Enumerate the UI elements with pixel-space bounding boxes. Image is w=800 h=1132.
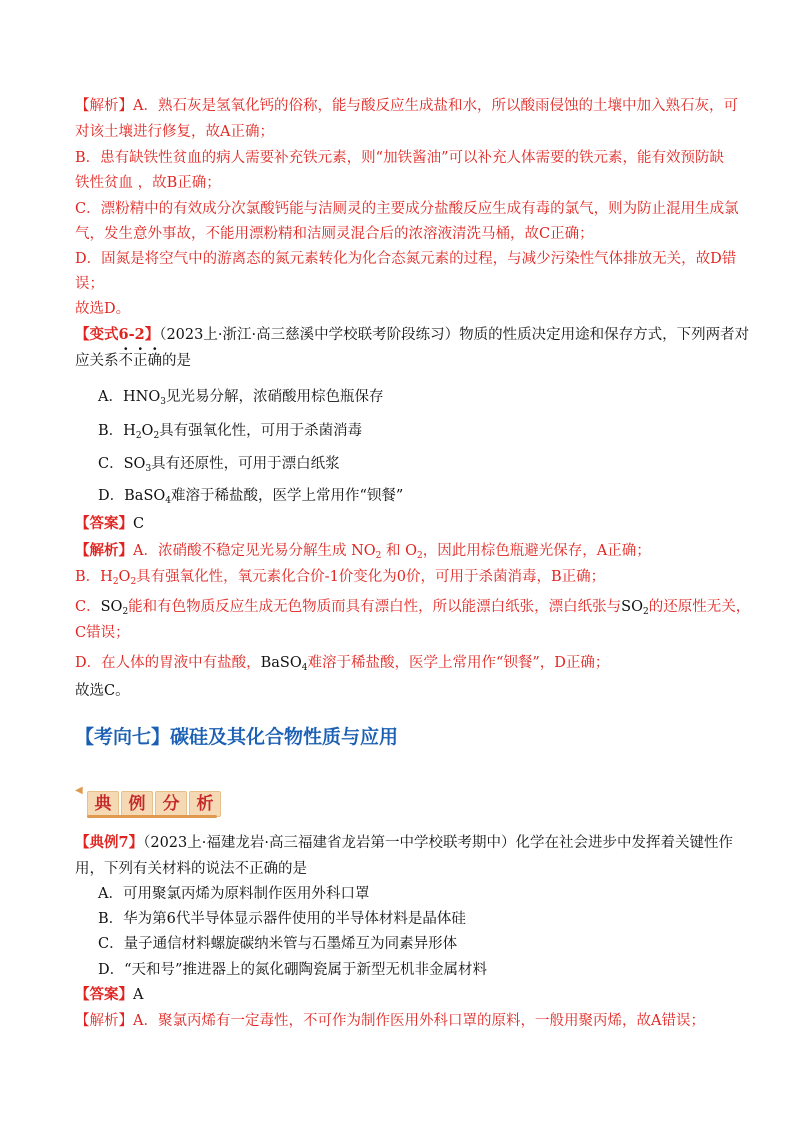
variant-analysis-line <box>75 566 740 593</box>
example-analysis: 【解析】A．聚氯丙烯有一定毒性，不可作为制作医用外科口罩的原料，一般用聚丙烯，故A错误； <box>75 1013 705 1029</box>
analysis-line: 【解析】A．熟石灰是氢氧化钙的俗称，能与酸反应生成盐和水，所以酸雨侵蚀的土壤中加入熟石灰，可 <box>75 98 738 114</box>
subscript: 3 <box>145 464 152 474</box>
example-source: （2023上·福建龙岩·高三福建省龙岩第一中学校联考期中）化学在社会进步中发挥着关键性作 <box>143 835 733 851</box>
formula: H <box>123 423 136 439</box>
variant-analysis-line: 故选C。 <box>75 683 130 699</box>
analysis-line: 故选D。 <box>75 301 131 317</box>
formula: SO <box>100 599 123 615</box>
variant-analysis-line: C错误； <box>75 625 130 641</box>
variant-analysis-line <box>75 596 751 623</box>
answer-value: A <box>133 987 144 1003</box>
text: 的还原性无关， <box>648 599 751 615</box>
text: 具有强氧化性，氧元素化合价-1价变化为0价，可用于杀菌消毒，B正确； <box>136 569 606 585</box>
banner-char: 分 <box>155 791 187 817</box>
formula: SO <box>621 599 643 615</box>
variant-question <box>75 324 750 346</box>
formula: BaSO <box>260 655 302 671</box>
variant-analysis-line <box>75 652 740 679</box>
variant-tag: 【变式6-2】 <box>75 326 160 343</box>
text: O <box>118 569 131 585</box>
text: 应关系 <box>75 353 119 369</box>
text: ，因此用棕色瓶避光保存，A正确； <box>422 543 651 559</box>
option-c <box>98 453 740 480</box>
formula: SO <box>123 456 146 472</box>
option-b: B．华为第6代半导体显示器件使用的半导体材料是晶体硅 <box>98 911 466 927</box>
text: 能和有色物质反应生成无色物质而具有漂白性，所以能漂白纸张，漂白纸张与 <box>128 599 622 615</box>
option-a <box>98 386 740 413</box>
variant-question-line2 <box>75 350 740 372</box>
option-c: C．量子通信材料螺旋碳纳米管与石墨烯互为同素异形体 <box>98 936 458 952</box>
text: B．H <box>75 569 113 585</box>
emphasis-char: 不 <box>118 353 133 369</box>
subscript: 4 <box>301 663 308 673</box>
example-answer <box>75 984 740 1006</box>
subscript: 2 <box>153 431 160 441</box>
answer-value: C <box>133 516 145 532</box>
option-b <box>98 420 740 447</box>
example-question-line2: 用，下列有关材料的说法不正确的是 <box>75 861 307 877</box>
example-question <box>75 832 740 854</box>
answer-label: 【答案】 <box>75 986 133 1003</box>
analysis-line: 气，发生意外事故，不能用漂粉精和洁厕灵混合后的浓溶液清洗马桶，故C正确； <box>75 226 594 242</box>
subscript: 2 <box>375 551 382 561</box>
option-text: 具有还原性，可用于漂白纸浆 <box>151 456 340 472</box>
subscript: 3 <box>160 397 166 407</box>
text: D．在人体的胃液中有盐酸， <box>75 655 261 671</box>
variant-analysis-line <box>75 540 740 567</box>
variant-answer <box>75 513 740 535</box>
analysis-line: C．漂粉精中的有效成分次氯酸钙能与洁厕灵的主要成分盐酸反应生成有毒的氯气，则为防止混用生成氯 <box>75 201 739 217</box>
option-d: D．“天和号”推进器上的氮化硼陶瓷属于新型无机非金属材料 <box>98 962 487 978</box>
subscript: 2 <box>417 551 423 561</box>
subscript: 2 <box>112 577 119 587</box>
option-label: C． <box>98 456 124 472</box>
variant-source: （2023上·浙江·高三慈溪中学校联考阶段练习）物质的性质决定用途和保存方式，下列两者对 <box>159 327 750 343</box>
formula: HNO <box>122 389 161 405</box>
text: 的是 <box>162 353 191 369</box>
text: 难溶于稀盐酸，医学上常用作“钡餐”，D正确； <box>307 655 610 671</box>
text: C． <box>75 599 101 615</box>
option-d <box>98 485 740 512</box>
emphasis-char: 确 <box>147 353 162 369</box>
option-text: 见光易分解，浓硝酸用棕色瓶保存 <box>165 389 384 405</box>
analysis-label: 【解析】 <box>75 542 133 559</box>
analysis-line: D．固氮是将空气中的游离态的氮元素转化为化合态氮元素的过程，与减少污染性气体排放无关，故D错 <box>75 251 737 267</box>
formula: O <box>141 423 154 439</box>
option-a: A．可用聚氯丙烯为原料制作医用外科口罩 <box>98 886 370 902</box>
typical-example-banner <box>75 785 225 819</box>
option-label: B． <box>98 423 124 439</box>
section-heading: 【考向七】碳硅及其化合物性质与应用 <box>75 726 399 748</box>
subscript: 4 <box>165 496 171 506</box>
speaker-icon: ◀ <box>75 785 83 796</box>
option-label: D． <box>98 488 125 504</box>
example-tag: 【典例7】 <box>75 834 144 851</box>
emphasis-char: 正 <box>133 353 148 369</box>
option-label: A． <box>98 389 123 405</box>
subscript: 2 <box>130 577 137 587</box>
banner-char: 例 <box>121 791 153 817</box>
subscript: 2 <box>135 431 142 441</box>
analysis-line: B．患有缺铁性贫血的病人需要补充铁元素，则“加铁酱油”可以补充人体需要的铁元素，能有效预防缺 <box>75 150 724 166</box>
banner-char: 典 <box>87 791 119 817</box>
answer-label: 【答案】 <box>75 515 133 532</box>
formula: BaSO <box>124 488 166 504</box>
analysis-line: 误； <box>75 276 104 292</box>
analysis-line: 铁性贫血 ，故B正确； <box>75 175 221 191</box>
text: 和 O <box>381 543 417 559</box>
text: A．浓硝酸不稳定见光易分解生成 NO <box>133 543 376 559</box>
option-text: 具有强氧化性，可用于杀菌消毒 <box>159 423 363 439</box>
banner-char: 析 <box>189 791 221 817</box>
subscript: 2 <box>643 607 649 617</box>
banner-underline <box>87 815 217 818</box>
subscript: 2 <box>122 607 129 617</box>
analysis-line: 对该土壤进行修复，故A正确； <box>75 124 274 140</box>
option-text: 难溶于稀盐酸，医学上常用作“钡餐” <box>171 488 404 504</box>
